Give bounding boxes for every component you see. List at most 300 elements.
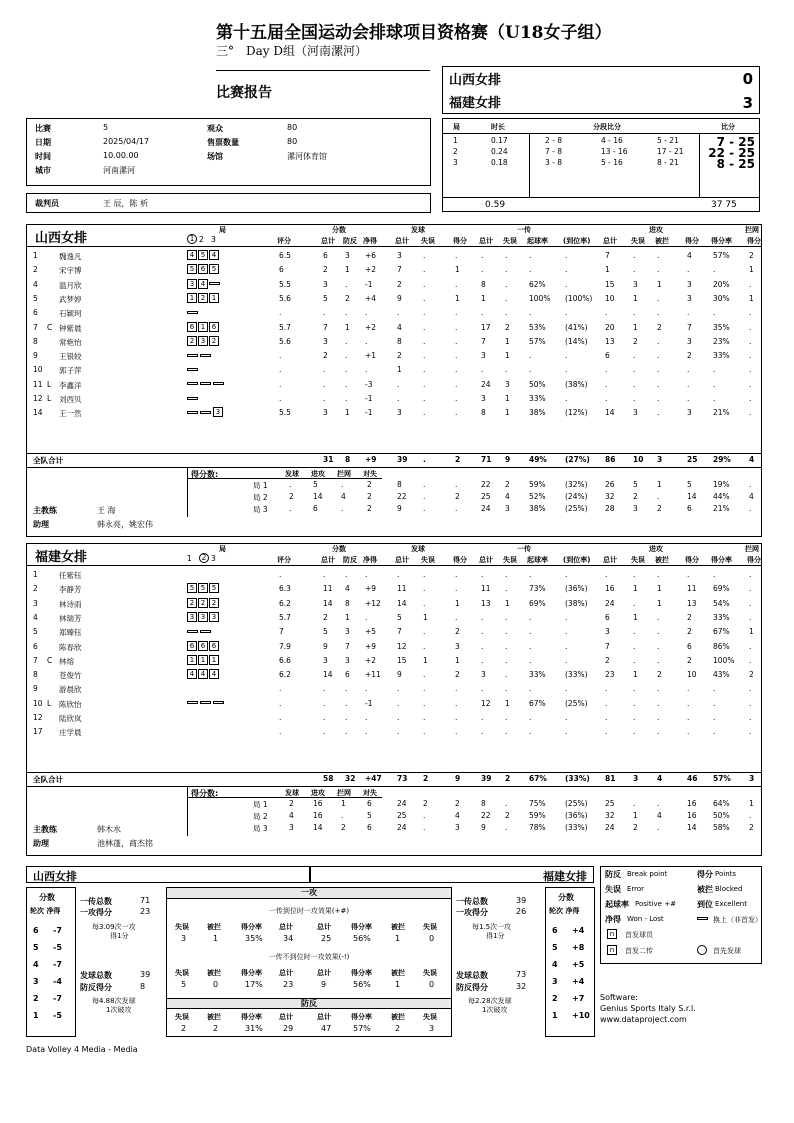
stat-bk: . [749, 379, 752, 389]
stat-sp: . [455, 336, 458, 346]
counter-title: 防反 [167, 998, 451, 1009]
assistant-label: 助理 [33, 839, 49, 848]
stat-bp: 2 [345, 293, 350, 303]
stat-sp: . [455, 570, 458, 579]
head-points: 分数 [332, 226, 346, 234]
paid-value: 80 [287, 137, 298, 146]
player-sets [187, 379, 226, 388]
set-block-pts: . [341, 504, 344, 513]
stat-at: . [605, 308, 608, 318]
stat-ab: . [657, 365, 660, 375]
stat-bp: . [345, 394, 348, 403]
mid-value: 2 [181, 1024, 187, 1033]
stat-ap: 3 [687, 408, 692, 418]
mid-value: 3 [429, 1024, 435, 1033]
stat-re: . [505, 584, 508, 594]
stat-v: 5.7 [279, 612, 291, 622]
set-label: 局 2 [253, 493, 268, 502]
set-position: 3 [198, 612, 208, 622]
player-name: 石颖珂 [59, 309, 82, 319]
set-cell: 0.24 [491, 147, 508, 156]
total-time: 0.59 [485, 200, 506, 210]
set-position: 2 [209, 598, 219, 608]
stat-apc: 54% [713, 598, 730, 608]
player-sets [187, 293, 220, 303]
player-row [27, 380, 761, 394]
h-recv-label: 一传总数 [80, 897, 112, 906]
set-bk: 2 [749, 823, 754, 832]
player-name: 钟紫晨 [59, 323, 82, 333]
report-label: 比赛报告 [216, 85, 272, 101]
mid-value: 1 [395, 934, 401, 943]
set-se: . [423, 492, 426, 501]
stat-bp: . [345, 351, 348, 361]
sideout-sub1: 一传到位时一攻效果(+#) [268, 907, 350, 915]
mid-head: 总计 [279, 1013, 293, 1021]
assistant-label: 助理 [33, 520, 49, 529]
stat-ab: . [657, 293, 660, 303]
stat-apc: . [713, 570, 716, 579]
head-t: 总计 [321, 556, 335, 564]
player-name: 陆欣岚 [59, 714, 82, 723]
set-se: 2 [423, 799, 428, 808]
set-rt: 22 [481, 811, 491, 820]
stat-t: 6 [323, 251, 328, 260]
legend-a: 防反 [605, 870, 621, 879]
stat-rex: . [565, 308, 568, 318]
divider [27, 772, 761, 773]
head-points: 分数 [332, 545, 346, 553]
stat-apc: . [713, 365, 716, 375]
set-cell: 2 - 8 [545, 136, 563, 145]
stat-se: . [423, 308, 426, 318]
stat-sp: . [455, 612, 458, 622]
stat-at: . [605, 570, 608, 579]
set-position: 4 [209, 250, 219, 260]
player-number: 4 [33, 612, 38, 622]
set-final-score: 22 - 25 [708, 146, 755, 160]
stat-apc: 23% [713, 336, 730, 346]
stat-v: . [279, 351, 282, 361]
a-note4: 1次破攻 [482, 1006, 508, 1014]
stat-ab: . [657, 308, 660, 318]
player-name: 宋宇博 [59, 266, 82, 276]
player-sets [187, 279, 222, 289]
set-se: . [423, 823, 426, 832]
stat-ae: . [633, 265, 636, 275]
stat-at: 2 [605, 655, 610, 665]
player-name: 常艳怡 [59, 337, 82, 347]
legend-g: 到位 [697, 900, 713, 909]
stat-bk: . [749, 336, 752, 346]
total-bk: 4 [749, 455, 755, 464]
set-ae: 2 [633, 492, 638, 501]
stat-sp: . [455, 351, 458, 361]
stat-apc: . [713, 713, 716, 722]
stat-sp: . [455, 322, 458, 332]
stat-wl: -3 [365, 379, 373, 389]
stat-sp: . [455, 713, 458, 722]
stat-sp: 3 [455, 641, 460, 651]
stat-t: . [323, 365, 326, 375]
set-position: 4 [209, 669, 219, 679]
total-bk: 3 [749, 774, 755, 783]
stat-ae: . [633, 365, 636, 375]
sets-table [442, 118, 760, 212]
set-apc: 58% [713, 823, 730, 832]
stat-rpos: . [529, 655, 532, 665]
set-ab: 1 [657, 480, 662, 489]
stat-ae: . [633, 655, 636, 665]
stat-st: . [397, 698, 400, 708]
h-sideout-label: 一攻得分 [80, 908, 112, 917]
stat-se: 1 [423, 612, 428, 622]
stat-ap: . [687, 365, 690, 375]
score-box [442, 66, 760, 114]
points-by-set-label: 得分数: [191, 470, 219, 479]
stat-rpos: . [529, 684, 532, 694]
stat-apc: 20% [713, 279, 730, 289]
stat-wl: . [365, 713, 368, 722]
stat-rex: (41%) [565, 322, 588, 332]
set-ab: . [657, 492, 660, 501]
rotation-num: 2 [33, 994, 39, 1003]
player-number: 12 [33, 394, 43, 403]
head-re: 失误 [503, 237, 517, 245]
head-bp: 防反 [343, 237, 357, 245]
stat-ap: 3 [687, 336, 692, 346]
player-row [27, 684, 761, 698]
date-value: 2025/04/17 [103, 137, 150, 146]
stat-ap: 13 [687, 598, 697, 608]
stat-ab: . [657, 251, 660, 260]
stat-rex: . [565, 612, 568, 622]
head-bp: 防反 [343, 556, 357, 564]
stat-se: . [423, 684, 426, 694]
home-box-team-name: 山西女排 [35, 231, 88, 246]
stat-ae: 1 [633, 293, 638, 303]
mid-value: 35% [245, 934, 263, 943]
set-ap: 6 [687, 504, 692, 513]
stat-bp: 1 [345, 408, 350, 418]
set-serve-pts: 4 [289, 811, 294, 820]
mid-value: 29 [283, 1024, 294, 1033]
stat-v: 6 [279, 265, 284, 275]
stat-ae: 3 [633, 408, 638, 418]
stat-t: . [323, 379, 326, 389]
set-position: 5 [198, 583, 208, 593]
player-number: 6 [33, 641, 38, 651]
sets-col-partial: 分段比分 [593, 123, 621, 131]
stat-at: 1 [605, 265, 610, 275]
head-rpos: 起球率 [527, 556, 548, 564]
a-sideout-label: 一攻得分 [456, 908, 488, 917]
head-bk: 得分 [747, 237, 761, 245]
rotation-diff: -5 [53, 943, 62, 952]
set-label: 局 1 [253, 481, 268, 490]
set-ap: 5 [687, 480, 692, 489]
stat-rpos: . [529, 351, 532, 361]
mid-value: 17% [245, 980, 263, 989]
stat-rpos: . [529, 308, 532, 318]
set-position: 4 [198, 279, 208, 289]
player-sets [187, 698, 226, 707]
h-recv: 71 [140, 896, 151, 905]
player-sets [187, 641, 220, 651]
rotation-num: 1 [552, 1011, 558, 1020]
mid-head: 失误 [175, 923, 189, 931]
set-ab: 4 [657, 811, 662, 820]
set-position: 1 [209, 293, 219, 303]
set-position: 3 [187, 612, 197, 622]
legend-f2: Blocked [715, 885, 743, 893]
stat-bp: . [345, 713, 348, 722]
player-sets [187, 669, 220, 679]
set-cell: 0.17 [491, 136, 508, 145]
head-block: 拦网 [745, 545, 759, 553]
stat-rt: 8 [481, 279, 486, 289]
stat-t: . [323, 570, 326, 579]
stat-ab: 2 [657, 322, 662, 332]
set-at: 28 [605, 504, 615, 513]
set-rpos: 52% [529, 492, 546, 501]
legend-d2: Won - Lost [627, 915, 664, 923]
stat-apc: 57% [713, 251, 730, 260]
stat-v: 5.5 [279, 279, 291, 289]
stat-re: 3 [505, 379, 510, 389]
legend-e: 得分 [697, 870, 713, 879]
bench-mark [187, 368, 198, 371]
away-team-name: 福建女排 [449, 96, 502, 111]
stat-rpos: 73% [529, 584, 546, 594]
stat-st: 8 [397, 336, 402, 346]
stat-rpos: . [529, 627, 532, 637]
referee-label: 裁判员 [35, 199, 59, 208]
stat-t: 2 [323, 265, 328, 275]
points-head: 发球 [285, 470, 299, 478]
set-sp: 2 [455, 492, 460, 501]
player-role: C [47, 655, 53, 665]
player-row [27, 656, 761, 670]
h-serve-label: 发球总数 [80, 971, 112, 980]
set-position: 3 [209, 612, 219, 622]
stat-re: 1 [505, 351, 510, 361]
rotation-diff: +7 [572, 994, 585, 1003]
stat-rpos: . [529, 641, 532, 651]
date-label: 日期 [35, 138, 51, 147]
stat-rt: . [481, 684, 484, 694]
a-note3: 每2.28次发球 [468, 997, 512, 1005]
stat-bp: 1 [345, 322, 350, 332]
stat-bk: 1 [749, 627, 754, 637]
stat-re: 1 [505, 698, 510, 708]
player-number: 5 [33, 293, 38, 303]
stat-rex: . [565, 365, 568, 375]
divider [187, 797, 382, 798]
stat-rpos: . [529, 713, 532, 722]
set-st: 22 [397, 492, 407, 501]
stat-sp: 1 [455, 598, 460, 608]
head-sp: 得分 [453, 237, 467, 245]
set-serve-pts: 3 [289, 823, 294, 832]
set-block-pts: 4 [341, 492, 346, 501]
divider [27, 786, 761, 787]
stat-at: 15 [605, 279, 615, 289]
player-name: 武梦婷 [59, 294, 82, 304]
bottom-home-bar [26, 866, 310, 883]
player-number: 1 [33, 570, 38, 579]
player-sets [187, 612, 220, 622]
mid-head: 失误 [423, 969, 437, 977]
a-bp: 32 [516, 982, 527, 991]
legend-k: 首先发球 [713, 947, 741, 955]
set-label: 局 2 [253, 812, 268, 821]
footer: Data Volley 4 Media - Media [26, 1045, 138, 1054]
player-sets [187, 583, 220, 593]
stat-rex: . [565, 727, 568, 737]
h-note4: 1次破攻 [106, 1006, 132, 1014]
stat-wl: +12 [365, 598, 381, 608]
points-head: 对失 [363, 789, 377, 797]
legend-e2: Points [715, 870, 737, 878]
set-position: 6 [187, 322, 197, 332]
stat-wl: +2 [365, 322, 377, 332]
set-rex: (25%) [565, 504, 588, 513]
player-name: 魏逸凡 [59, 252, 82, 261]
player-row [27, 699, 761, 713]
stat-ab: . [657, 698, 660, 708]
divider [27, 565, 761, 566]
stat-wl: . [365, 336, 368, 346]
player-sets [187, 598, 220, 608]
stat-apc: . [713, 684, 716, 694]
a-note2: 得1分 [486, 932, 505, 940]
bench-mark [187, 382, 198, 385]
rotation-diff: +10 [572, 1011, 590, 1020]
total-rpos: 49% [529, 455, 547, 464]
stat-ap: 7 [687, 322, 692, 332]
set-re: 4 [505, 492, 510, 501]
set-at: 24 [605, 823, 615, 832]
stat-ae: . [633, 713, 636, 722]
stat-rt: 12 [481, 698, 491, 708]
stat-at: . [605, 727, 608, 737]
set-attack-pts: 16 [313, 811, 323, 820]
set-cell: 17 - 21 [657, 147, 684, 156]
stat-v: . [279, 308, 282, 318]
player-number: 2 [33, 584, 38, 594]
stat-ab: . [657, 336, 660, 346]
mid-value: 1 [213, 934, 219, 943]
set-position: 1 [198, 322, 208, 332]
player-row [27, 408, 761, 422]
stat-rex: . [565, 655, 568, 665]
bench-mark [187, 311, 198, 314]
stat-ae: . [633, 598, 636, 608]
player-name: 陈欣怡 [59, 699, 82, 709]
set-row [27, 504, 761, 518]
player-sets [187, 307, 200, 316]
set-cell: 2 [453, 147, 458, 156]
paid-label: 售票数量 [207, 138, 239, 147]
player-sets [187, 264, 220, 274]
stat-ae: . [633, 308, 636, 318]
stat-rex: . [565, 394, 568, 403]
stat-bk: . [749, 655, 752, 665]
set-st: 25 [397, 811, 407, 820]
stat-at: 3 [605, 627, 610, 637]
stat-rpos: . [529, 612, 532, 622]
mid-value: 23 [283, 980, 294, 989]
mid-head: 被拦 [391, 923, 405, 931]
stat-rt: 17 [481, 322, 491, 332]
stat-bp: 1 [345, 612, 350, 622]
mid-value: 31% [245, 1024, 263, 1033]
set-opp-err: 6 [367, 823, 372, 832]
head-v: 评分 [277, 556, 291, 564]
set-cell: 7 - 8 [545, 147, 563, 156]
stat-wl: +2 [365, 265, 377, 275]
stat-t: 2 [323, 612, 328, 622]
stat-re: . [505, 655, 508, 665]
home-rot-title: 分数 [39, 893, 55, 902]
player-number: 12 [33, 713, 43, 722]
stat-st: . [397, 713, 400, 722]
head-st: 总计 [395, 237, 409, 245]
player-role: L [47, 698, 52, 708]
head-st: 总计 [395, 556, 409, 564]
stat-t: 3 [323, 279, 328, 289]
points-head: 发球 [285, 789, 299, 797]
player-number: 10 [33, 365, 43, 375]
stat-rpos: . [529, 365, 532, 375]
stat-rpos: 62% [529, 279, 546, 289]
stat-wl: -1 [365, 394, 373, 403]
stat-re: 1 [505, 394, 510, 403]
total-wl: +47 [365, 774, 382, 783]
rotation-num: 6 [33, 926, 39, 935]
mid-head: 失误 [423, 923, 437, 931]
stat-at: 20 [605, 322, 615, 332]
venue-value: 漯河体育馆 [287, 152, 327, 161]
set-bk: 1 [749, 799, 754, 808]
head-attack: 进攻 [649, 226, 663, 234]
player-sets [187, 626, 213, 635]
player-row [27, 570, 761, 584]
away-rotation [545, 887, 595, 1037]
sideout-title: 一攻 [167, 888, 451, 899]
set-rpos: 59% [529, 480, 546, 489]
player-row [27, 394, 761, 408]
player-name: 庄学晨 [59, 728, 82, 738]
stat-v: 7.9 [279, 641, 291, 651]
set-ap: 16 [687, 799, 697, 808]
set-position: 1 [187, 293, 197, 303]
stat-st: 4 [397, 322, 402, 332]
stat-t: 3 [323, 336, 328, 346]
total-bp: 32 [345, 774, 356, 783]
stat-re: . [505, 727, 508, 737]
stat-rex: . [565, 713, 568, 722]
player-name: 苍俊竹 [59, 671, 82, 681]
set-attack-pts: 14 [313, 492, 323, 501]
set-rex: (36%) [565, 811, 588, 820]
total-at: 86 [605, 455, 616, 464]
legend [600, 866, 762, 964]
stat-rpos: . [529, 727, 532, 737]
set-opp-err: 2 [367, 480, 372, 489]
sideout-sub2: 一传不到位时一攻效果(-!) [268, 953, 350, 961]
